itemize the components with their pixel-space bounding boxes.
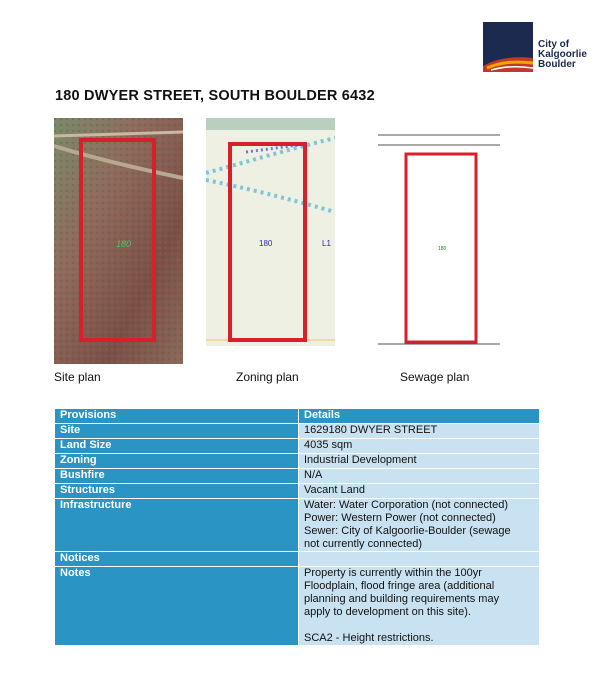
zoning-plan-caption: Zoning plan [236,370,299,384]
row-value [299,552,540,567]
table-row [55,439,540,454]
row-value: Industrial Development [299,454,540,469]
table-header-row [55,409,540,424]
site-plan-map [54,118,183,364]
provisions-table [54,408,540,646]
table-row [55,484,540,499]
row-value: 1629180 DWYER STREET [299,424,540,439]
logo-emblem [483,22,533,72]
sewage-plan-caption: Sewage plan [400,370,470,384]
header-details: Details [299,409,540,424]
row-label: Structures [55,484,299,499]
row-value: Vacant Land [299,484,540,499]
site-lot-label: 180 [116,239,132,249]
header-provisions: Provisions [55,409,299,424]
row-label: Notices [55,552,299,567]
site-plan-caption: Site plan [54,370,101,384]
row-label: Infrastructure [55,499,299,552]
zoning-plan-map [206,118,335,346]
table-row [55,499,540,552]
table-row [55,469,540,484]
row-label: Site [55,424,299,439]
logo-wordmark: City of Kalgoorlie Boulder [538,39,587,70]
row-value: N/A [299,469,540,484]
row-label: Bushfire [55,469,299,484]
table-row [55,552,540,567]
zoning-neighbor-label: L1 [322,239,331,248]
zoning-lot-label: 180 [259,239,273,248]
row-value: Property is currently within the 100yr Floodplain, flood fringe area (additional planning and building requirements may apply to development on this site). SCA2 - Height restrictions. [299,567,540,646]
table-row [55,567,540,646]
page-title: 180 DWYER STREET, SOUTH BOULDER 6432 [55,88,375,104]
row-value: Water: Water Corporation (not connected) Power: Western Power (not connected) Sewer: City of Kalgoorlie-Boulder (sewage not currently connected) [299,499,540,552]
table-row [55,424,540,439]
row-label: Notes [55,567,299,646]
table-row [55,454,540,469]
city-logo [483,22,586,75]
row-label: Zoning [55,454,299,469]
row-value: 4035 sqm [299,439,540,454]
sewage-plan-map [378,132,500,348]
row-label: Land Size [55,439,299,454]
sewage-lot-label: 180 [438,246,447,252]
